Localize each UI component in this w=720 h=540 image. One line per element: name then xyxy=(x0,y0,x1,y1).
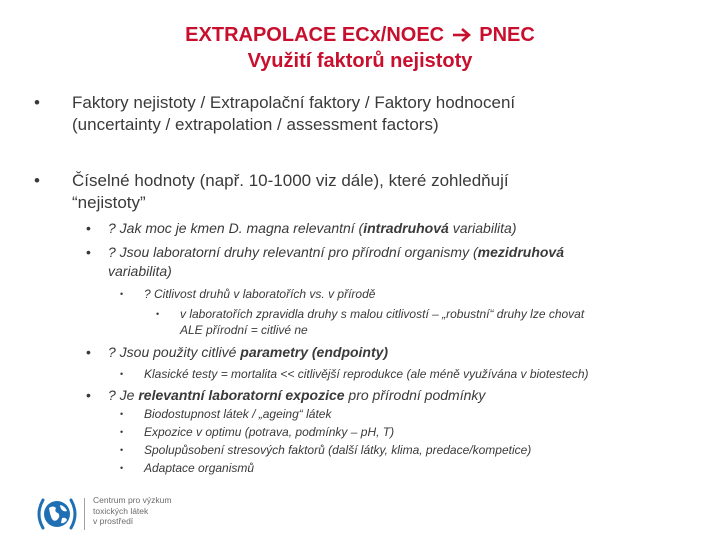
bullet-intraspecies: • ? Jak moc je kmen D. magna relevantní (intradruhová variabilita) xyxy=(86,220,517,236)
bullet-sensitivity: • ? Citlivost druhů v laboratořích vs. v přírodě xyxy=(120,287,376,301)
list-item: • Expozice v optimu (potrava, podmínky – pH, T) xyxy=(120,425,395,439)
list-item: • Biodostupnost látek / „ageing“ látek xyxy=(120,407,332,421)
bullet-uncertainty-factors: • Faktory nejistoty / Extrapolační faktory / Faktory hodnocení (uncertainty / extrapolation / assessment factors) xyxy=(34,93,516,134)
title-line-2: Využití faktorů nejistoty xyxy=(247,50,473,72)
bullet-dot: • xyxy=(120,427,124,437)
bullet-dot: • xyxy=(120,409,124,419)
bullet-dot: • xyxy=(120,463,124,473)
bullet-dot: • xyxy=(86,344,91,360)
bullet-dot: • xyxy=(86,244,91,260)
logo-divider xyxy=(84,498,85,530)
bullet-lab-species-note: • v laboratořích zpravidla druhy s malou citlivostí – „robustní“ druhy lze chovat ALE přírodní = citlivé ne xyxy=(156,307,585,337)
bullet-interspecies: • ? Jsou laboratorní druhy relevantní pro přírodní organismy (mezidruhová variabilita) xyxy=(86,244,564,279)
title-line-1: EXTRAPOLACE ECx/NOEC PNEC xyxy=(185,24,535,46)
bullet-classic-tests: • Klasické testy = mortalita << citlivější reprodukce (ale méně využívána v biotestech) xyxy=(120,367,589,381)
bullet-dot: • xyxy=(34,93,40,112)
bullet-dot: • xyxy=(120,369,124,379)
slide-title xyxy=(0,22,720,74)
bullet-dot: • xyxy=(120,445,124,455)
bullet-endpoints: • ? Jsou použity citlivé parametry (endpointy) xyxy=(86,344,389,360)
logo-text: Centrum pro výzkum toxických látek v prostředí xyxy=(93,495,172,526)
bullet-dot: • xyxy=(120,289,124,299)
bullet-dot: • xyxy=(156,309,160,319)
bullet-dot: • xyxy=(86,387,91,403)
recetox-logo xyxy=(34,494,234,534)
bullet-dot: • xyxy=(34,171,40,190)
bullet-dot: • xyxy=(86,220,91,236)
bullet-numeric-values: • Číselné hodnoty (např. 10-1000 viz dále), které zohledňují “nejistoty” xyxy=(34,171,509,212)
list-item: • Adaptace organismů xyxy=(120,461,255,475)
list-item: • Spolupůsobení stresových faktorů (další látky, klima, predace/kompetice) xyxy=(120,443,532,457)
bullet-exposure: • ? Je relevantní laboratorní expozice pro přírodní podmínky xyxy=(86,387,486,403)
arrow-right-icon xyxy=(452,22,472,48)
globe-logo-icon xyxy=(34,494,80,539)
